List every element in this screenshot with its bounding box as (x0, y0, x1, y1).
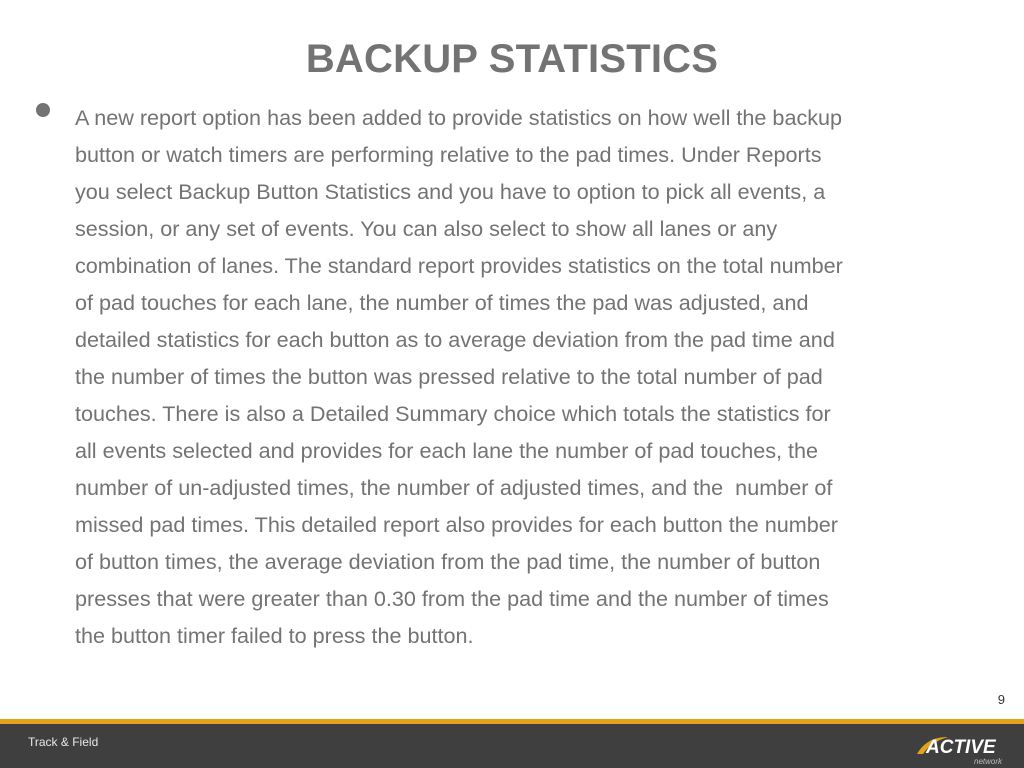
bullet-line: presses that were greater than 0.30 from the pad time and the number of times (75, 586, 829, 611)
bullet-line: session, or any set of events. You can also select to show all lanes or any (75, 216, 778, 241)
bullet-line: A new report option has been added to provide statistics on how well the backup (75, 105, 843, 130)
bullet-line: detailed statistics for each button as to average deviation from the pad time and (75, 327, 835, 352)
active-network-logo (914, 728, 1012, 768)
bullet-text (75, 99, 995, 654)
footer-label: Track & Field (28, 735, 99, 749)
logo-wordmark: ACTIVE (926, 737, 996, 758)
bullet-line: all events selected and provides for each lane the number of pad touches, the (75, 438, 819, 463)
slide-title: BACKUP STATISTICS (305, 37, 719, 81)
bullet-line: of button times, the average deviation from the pad time, the number of button (75, 549, 821, 574)
bullet-dot-icon (36, 103, 50, 117)
bullet-line: the button timer failed to press the button. (75, 623, 474, 648)
bullet-line: button or watch timers are performing relative to the pad times. Under Reports (75, 142, 822, 167)
footer-bar (0, 724, 1024, 768)
bullet-line: you select Backup Button Statistics and you have to option to pick all events, a (75, 179, 826, 204)
logo-subtext: network (974, 757, 1003, 766)
bullet-line: of pad touches for each lane, the number of times the pad was adjusted, and (75, 290, 809, 315)
bullet-line: combination of lanes. The standard report provides statistics on the total number (75, 253, 843, 278)
bullet-line: number of un-adjusted times, the number of adjusted times, and the number of (75, 475, 833, 500)
bullet-line: the number of times the button was pressed relative to the total number of pad (75, 364, 823, 389)
bullet-line: missed pad times. This detailed report also provides for each button the number (75, 512, 838, 537)
page-number: 9 (997, 692, 1005, 707)
bullet-line: touches. There is also a Detailed Summary choice which totals the statistics for (75, 401, 831, 426)
